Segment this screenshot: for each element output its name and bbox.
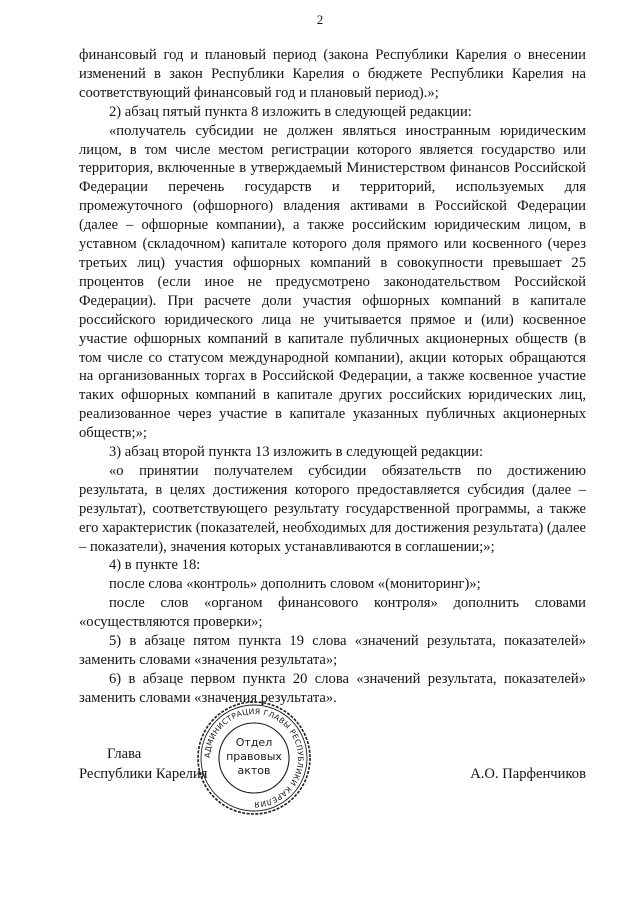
official-stamp: [196, 700, 312, 816]
paragraph-7: после слова «контроль» дополнить словом «(мониторинг)»;: [109, 576, 481, 593]
paragraph-9: 5) в абзаце пятом пункта 19 слова «значений результата, показателей» заменить словами «значения результата»;: [79, 633, 586, 668]
signatory-title-line-2: Республики Карелия: [79, 766, 208, 782]
paragraph-6: 4) в пункте 18:: [109, 557, 201, 574]
signatory-name: А.О. Парфенчиков: [470, 766, 586, 782]
paragraph-10: 6) в абзаце первом пункта 20 слова «значений результата, показателей» заменить словами «значения результата».: [79, 670, 586, 706]
paragraph-5: «о принятии получателем субсидии обязательств по достижению результата, в целях достижения которого предоставляется субсидия (далее – результат), соответствующего результату государственной программы, а также его характеристик (показателей, необходимых для достижения результата) (далее – показатели), значения которых устанавливаются в соглашении;»;: [79, 462, 586, 555]
signatory-title-line-1: Глава: [107, 746, 142, 762]
official-stamp-graphic: [196, 700, 312, 816]
paragraph-3: «получатель субсидии не должен являться иностранным юридическим лицом, в том числе местом регистрации которого является государство или территория, включенные в утверждаемый Министерством финансов Российской Федерации перечень государств и территорий, используемых для промежуточного (офшорного) владения активами в Российской Федерации (далее – офшорные компании), а также российским юридическим лицом, в уставном (складочном) капитале которого доля прямого или косвенного (через третьих лиц) участия офшорных компаний в совокупности превышает 25 процентов (если иное не предусмотрено законодательством Российской Федерации). При расчете доли участия офшорных компаний в капитале российского юридического лица не учитывается прямое и (или) косвенное участие офшорных компаний в капитале публичных акционерных обществ (в том числе со статусом международной компании), акции которых обращаются на организованных торгах в Российской Федерации, а также косвенное участие таких офшорных компаний в капитале других российских юридических лиц, реализованное через участие в капитале указанных публичных акционерных обществ;»;: [79, 122, 586, 442]
paragraph-8: после слов «органом финансового контроля» дополнить словами «осуществляются проверки»;: [79, 595, 586, 631]
stamp-center-line-3: актов: [237, 764, 271, 777]
stamp-center-line-2: правовых: [226, 750, 282, 763]
stamp-ring-text: АДМИНИСТРАЦИЯ ГЛАВЫ РЕСПУБЛИКИ КАРЕЛИЯ: [202, 706, 306, 810]
page-number: 2: [316, 12, 324, 27]
paragraph-4: 3) абзац второй пункта 13 изложить в следующей редакции:: [109, 444, 484, 461]
signatory-title: [79, 744, 207, 784]
stamp-center-line-1: Отдел: [235, 736, 273, 749]
paragraph-1: финансовый год и плановый период (закона Республики Карелия о внесении изменений в закон Республики Карелия о бюджете Республики Карелия на соответствующий финансовый год и плановый период).»;: [79, 47, 586, 101]
document-body: [79, 46, 586, 708]
paragraph-2: 2) абзац пятый пункта 8 изложить в следующей редакции:: [109, 103, 472, 120]
